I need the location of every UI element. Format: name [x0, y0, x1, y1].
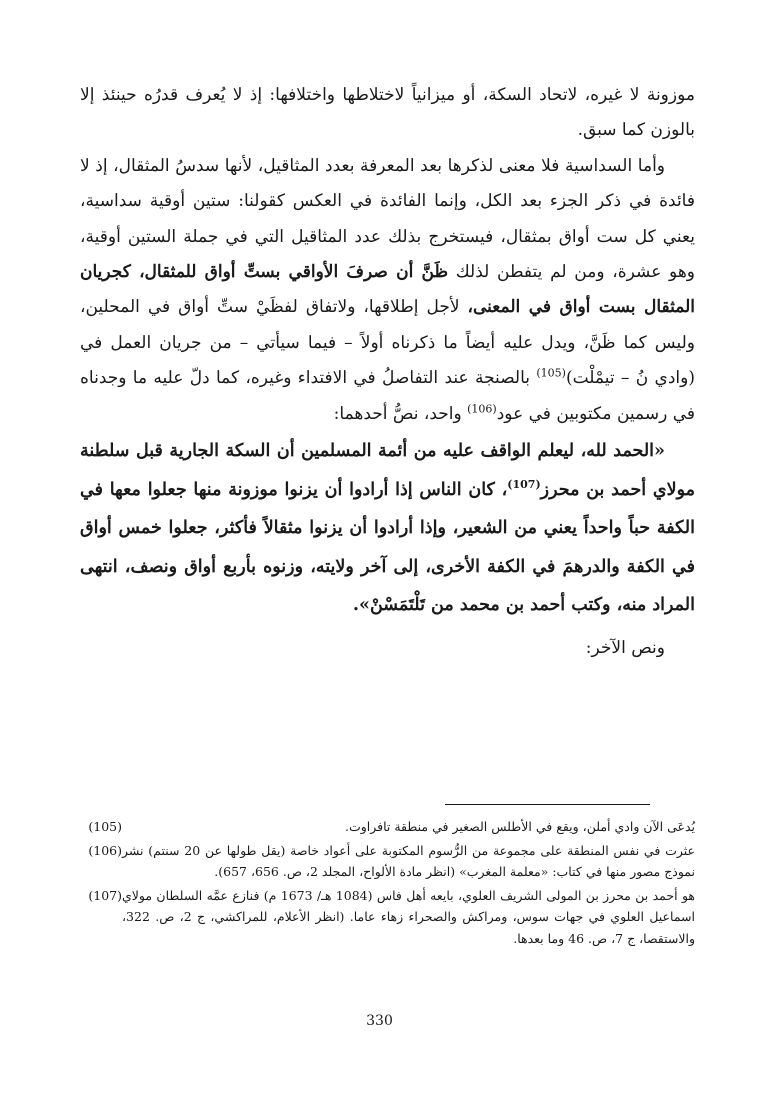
main-text: [80, 78, 695, 666]
footnote-ref-105[interactable]: (105): [536, 366, 566, 380]
paragraph: [80, 149, 695, 432]
footnote-text: عثرت في نفس المنطقة على مجموعة من الرُّسوم المكتوبة على أعواد خاصة (يقل طولها عن 20 سنتم) نشر نموذج مصور منها في كتاب: «معلمة المغرب» (انظر مادة الألواح، المجلد 2، ص. 656، 657).: [122, 842, 695, 879]
footnote-number: (106): [88, 842, 122, 858]
paragraph: موزونة لا غيره، لاتحاد السكة، أو ميزانياً لاختلاطها واختلافها: إذ لا يُعرف قدرُه حينئذ إلا بالوزن كما سبق.: [80, 85, 695, 141]
footnote-number: (105): [88, 819, 122, 834]
footnote: [80, 840, 695, 883]
text-span: واحد، نصُّ أحدهما:: [333, 403, 468, 424]
text-span: لأجل إطلاقها، ولاتفاق لفظَيْ ستِّ أواق في المحلين، وليس كما ظَنَّ، ويدل عليه أيضاً ما ذكرناه أولاً – فيما سيأتي – من جريان العمل في (وادي نُ – تيمْلْت): [80, 297, 695, 389]
footnote: [80, 816, 695, 838]
page-number: 330: [366, 1013, 393, 1029]
text-span: بالصنجة عند التفاصلُ في الافتداء وغيره، كما دلّ عليه ما وجدناه في رسمين مكتوبين في عود: [80, 368, 695, 424]
bold-text: ظَنَّ أن صرفَ الأواقي بستِّ أواق للمثقال، كجريان المثقال بست أواق في المعنى،: [80, 262, 695, 318]
text-span: ، كان الناس إذا أرادوا أن يزنوا موزونة منها جعلوا معها في الكفة حباً واحداً يعني من الشعير، وإذا أرادوا أن يزنوا مثقالاً فأكثر، جعلوا خمس أواق في الكفة والدرهمَ في الكفة الأخرى، إلى آخر ولايته، وزنوه بأربع أواق ونصف، انتهى المراد منه، وكتب أحمد بن محمد من تَلْتَمَسْنْ».: [80, 479, 695, 616]
text-span: وأما السداسية فلا معنى لذكرها بعد المعرفة بعدد المثاقيل، لأنها سدسُ المثقال، إذ لا فائدة في ذكر الجزء بعد الكل، وإنما الفائدة في العكس كقولنا: ستين أوقية سداسية، يعني كل ست أواق بمثقال، فيستخرج بذلك عدد المثاقيل التي في جملة الستين أوقية، وهو عشرة، ومن لم يتفطن لذلك: [80, 155, 696, 283]
footnote: [80, 885, 695, 950]
footnote-text: هو أحمد بن محرز بن المولى الشريف العلوي، بايعه أهل فاس (1084 هـ/ 1673 م) فنازع عمَّه السلطان مولاي اسماعيل العلوي في جهات سوس، ومراكش والصحراء زهاء عاما. (انظر الأعلام، للمراكشي، ج 2، ص. 322، والاستقصا، ج 7، ص. 46 وما بعدها.: [122, 887, 695, 946]
text-span: «الحمد لله، ليعلم الواقف عليه من أئمة المسلمين أن السكة الجارية قبل سلطنة مولاي أحمد بن محرز: [80, 441, 696, 500]
footnotes: [80, 816, 695, 951]
quoted-document: [80, 432, 695, 625]
footnote-text: يُدعَى الآن وادي أملن، ويقع في الأطلس الصغير في منطقة تافراوت.: [344, 819, 695, 834]
footnote-ref-106[interactable]: (106): [467, 402, 497, 415]
paragraph: ونص الآخر:: [585, 637, 665, 658]
footnote-divider: [445, 804, 650, 805]
footnote-ref-107[interactable]: (107): [507, 477, 541, 491]
footnote-number: (107): [88, 887, 122, 903]
